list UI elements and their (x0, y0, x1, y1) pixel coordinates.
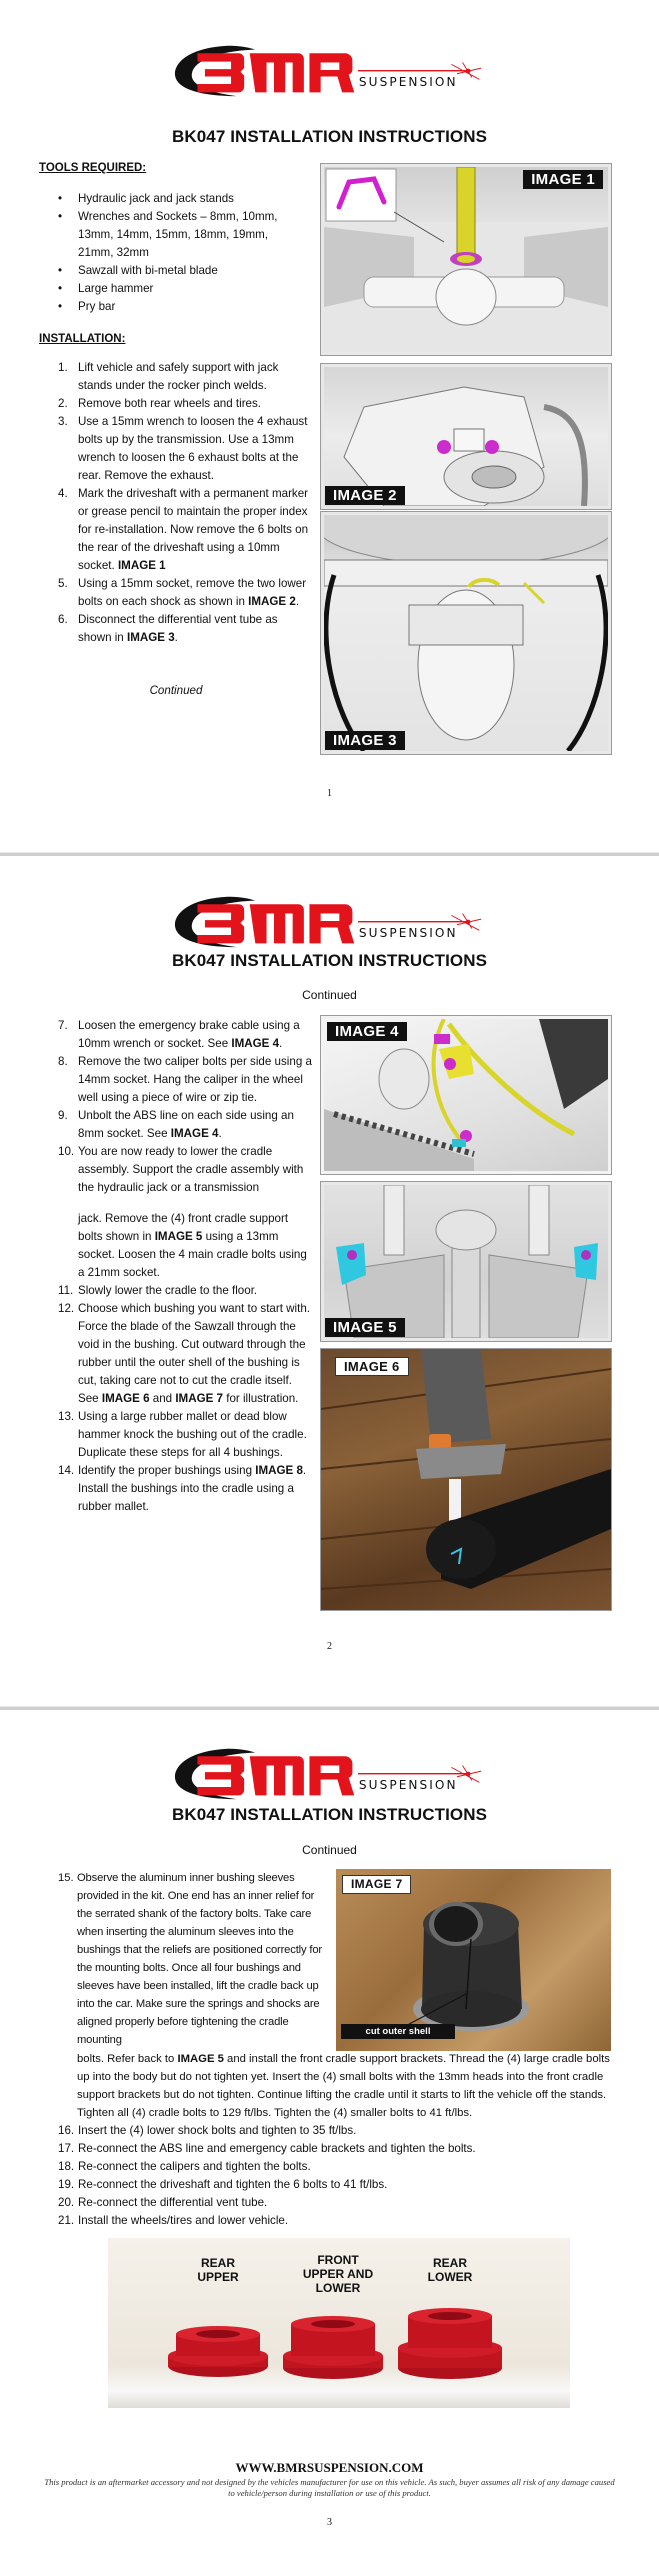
step-text: Re-connect the calipers and tighten the bolts. (78, 2160, 311, 2173)
step-text: Lift vehicle and safely support with jack stands under the rocker pinch welds. (78, 361, 279, 392)
step-number: 19. (58, 2178, 75, 2191)
step-item (40, 2158, 630, 2176)
step-10-continuation (78, 1210, 312, 1282)
page-separator (0, 852, 659, 856)
step-text: Using a large rubber mallet or dead blow hammer knock the bushing out of the cradle. Duplicate these steps for all 4 bushings. (78, 1410, 307, 1459)
step-item (40, 611, 312, 647)
step-item (40, 359, 312, 395)
step-text: Insert the (4) lower shock bolts and tighten to 35 ft/lbs. (78, 2124, 357, 2137)
image-5-label: IMAGE 5 (325, 1318, 405, 1337)
tool-item: • Wrenches and Sockets – 8mm, 10mm, 13mm, 14mm, 15mm, 18mm, 19mm, 21mm, 32mm (40, 208, 305, 262)
step-item (40, 1462, 312, 1516)
step-item (40, 2212, 630, 2230)
bushing-label-front: FRONT UPPER AND LOWER (302, 2253, 374, 2295)
step-item (40, 1869, 330, 2049)
step-text: . Install the bushings into the cradle using a rubber mallet. (78, 1464, 307, 1513)
step-item (40, 575, 312, 611)
tools-list (40, 190, 305, 316)
step-number: 7. (58, 1019, 68, 1032)
step-item (40, 2176, 630, 2194)
step-number: 4. (58, 487, 68, 500)
image-6-figure (320, 1348, 612, 1611)
step-text: Unbolt the ABS line on each side using an 8mm socket. See (78, 1109, 294, 1140)
step-item (40, 485, 312, 575)
step-text: Remove the two caliper bolts per side using a 14mm socket. Hang the caliper in the wheel well using a piece of wire or zip tie. (78, 1055, 312, 1104)
image-ref: IMAGE 5 (177, 2053, 224, 2065)
image-2-label: IMAGE 2 (325, 486, 405, 505)
steps-list (40, 359, 312, 647)
driveshaft-illustration (324, 167, 608, 352)
footer-disclaimer: This product is an aftermarket accessory and not designed by the vehicles manufacturer for use on this vehicle. As such, buyer assumes all risk of any damage caused to vehicle/person during installation or use of this product. (44, 2477, 615, 2498)
tools-heading: TOOLS REQUIRED: (39, 162, 147, 174)
image-ref: IMAGE 5 (154, 1230, 203, 1243)
steps-list (40, 2122, 630, 2230)
step-15-continuation (77, 2050, 622, 2122)
step-text: jack. Remove the (4) front cradle support bolts shown in (78, 1212, 289, 1243)
image-ref: IMAGE 7 (175, 1392, 223, 1405)
step-text: . (279, 1037, 283, 1050)
step-number: 6. (58, 613, 68, 626)
step-text: using a 13mm socket. Loosen the 4 main cradle bolts using a 21mm socket. (78, 1230, 307, 1279)
continued-label: Continued (302, 1843, 357, 1857)
image-ref: IMAGE 3 (126, 631, 175, 644)
bmr-logo (165, 893, 495, 949)
image-ref: IMAGE 4 (170, 1127, 219, 1140)
step-text: Mark the driveshaft with a permanent marker or grease pencil to maintain the proper index for re-installation. Now remove the 6 bolts on the rear of the driveshaft using a 10mm socket. (78, 487, 309, 572)
image-4-figure (320, 1015, 612, 1175)
brake-cable-illustration (324, 1019, 608, 1171)
image-8-figure (108, 2238, 570, 2408)
continued-label: Continued (302, 988, 357, 1002)
image-ref: IMAGE 4 (231, 1037, 280, 1050)
image-6-label: IMAGE 6 (335, 1357, 409, 1376)
page-title: BK047 INSTALLATION INSTRUCTIONS (171, 951, 488, 970)
bushing-label-rear-lower: REAR LOWER (427, 2256, 473, 2284)
bmr-logo (165, 1745, 495, 1801)
step-number: 20. (58, 2196, 75, 2209)
differential-illustration (324, 515, 608, 751)
step-number: 9. (58, 1109, 68, 1122)
bushing-label-rear-upper: REAR UPPER (197, 2256, 239, 2284)
page-number: 1 (327, 788, 332, 799)
step-text: Remove both rear wheels and tires. (78, 397, 262, 410)
step-text: Slowly lower the cradle to the floor. (78, 1284, 258, 1297)
step-number: 1. (58, 361, 68, 374)
image-3-figure (320, 511, 612, 755)
tool-item: • Pry bar (40, 298, 305, 316)
step-number: 2. (58, 397, 68, 410)
image-ref: IMAGE 6 (101, 1392, 150, 1405)
page-separator (0, 1706, 659, 1710)
image-ref: IMAGE 8 (255, 1464, 303, 1477)
step-text: Re-connect the ABS line and emergency cable brackets and tighten the bolts. (78, 2142, 476, 2155)
page-number: 3 (327, 2517, 332, 2528)
image-7-callout: cut outer shell (341, 2024, 455, 2039)
continued-label: Continued (149, 684, 203, 697)
step-number: 16. (58, 2124, 75, 2137)
image-4-label: IMAGE 4 (327, 1022, 407, 1041)
page-title: BK047 INSTALLATION INSTRUCTIONS (171, 127, 488, 146)
tool-item: • Large hammer (40, 280, 305, 298)
tool-item: • Sawzall with bi-metal blade (40, 262, 305, 280)
installation-heading: INSTALLATION: (39, 333, 126, 345)
footer-url[interactable]: WWW.BMRSUSPENSION.COM (235, 2460, 424, 2475)
image-2-figure (320, 363, 612, 510)
step-item (40, 1017, 312, 1053)
cradle-illustration (324, 1185, 608, 1338)
step-number: 10. (58, 1145, 75, 1158)
sawzall-photo (321, 1349, 611, 1610)
step-item (40, 1107, 312, 1143)
bmr-logo (165, 42, 495, 98)
step-item (40, 1300, 312, 1408)
image-7-figure (336, 1869, 611, 2051)
step-text: Using a 15mm socket, remove the two lower bolts on each shock as shown in (78, 577, 307, 608)
page-number: 2 (327, 1641, 332, 1652)
tool-item: • Hydraulic jack and jack stands (40, 190, 305, 208)
step-number: 13. (58, 1410, 75, 1423)
step-number: 18. (58, 2160, 75, 2173)
step-number: 3. (58, 415, 68, 428)
step-text: bolts. Refer back to (77, 2053, 178, 2065)
step-number: 8. (58, 1055, 68, 1068)
step-text: Identify the proper bushings using (78, 1464, 256, 1477)
step-number: 21. (58, 2214, 75, 2227)
image-ref: IMAGE 2 (248, 595, 296, 608)
page-title: BK047 INSTALLATION INSTRUCTIONS (171, 1805, 488, 1824)
step-text: for illustration. (223, 1392, 299, 1405)
step-text: Choose which bushing you want to start with. Force the blade of the Sawzall through the void in the bushing. Cut outward through the rubber until the outer shell of the bushing is cut, taking care not to cut the cradle itself. See (78, 1302, 310, 1405)
step-item (40, 1053, 312, 1107)
step-text: Re-connect the driveshaft and tighten the 6 bolts to 41 ft/lbs. (78, 2178, 388, 2191)
step-item (40, 2194, 630, 2212)
step-number: 14. (58, 1464, 75, 1477)
step-item (40, 1143, 312, 1197)
step-item (40, 413, 312, 485)
step-text: Use a 15mm wrench to loosen the 4 exhaust bolts up by the transmission. Use a 13mm wrench to loosen the 6 exhaust bolts at the rear. Remove the exhaust. (78, 415, 308, 482)
step-text: and (149, 1392, 176, 1405)
step-number: 5. (58, 577, 68, 590)
step-number: 17. (58, 2142, 75, 2155)
step-item (40, 1282, 312, 1300)
step-text: . (295, 595, 300, 608)
step-number: 11. (58, 1284, 74, 1297)
image-3-label: IMAGE 3 (325, 731, 405, 750)
step-item (40, 395, 312, 413)
steps-list (40, 1017, 312, 1197)
step-item (40, 2140, 630, 2158)
step-number: 15. (58, 1872, 74, 1884)
image-1-figure (320, 163, 612, 356)
step-text: Re-connect the differential vent tube. (78, 2196, 268, 2209)
step-text: . (174, 631, 178, 644)
step-item (40, 2122, 630, 2140)
step-text: Loosen the emergency brake cable using a 10mm wrench or socket. See (78, 1019, 300, 1050)
step-text: Disconnect the differential vent tube as shown in (78, 613, 278, 644)
step-text: . (218, 1127, 222, 1140)
step-item (40, 1408, 312, 1462)
step-text: Observe the aluminum inner bushing sleeves provided in the kit. One end has an inner relief for the serrated shank of the factory bolts. Take care when inserting the aluminum sleeves into the bushings that the reliefs are positioned correctly for the mounting bolts. Once all four bushings and sleeves have been installed, lift the cradle back up into the car. Make sure the springs and shocks are aligned properly before tightening the cradle mounting (77, 1872, 322, 2046)
image-1-label: IMAGE 1 (523, 170, 603, 189)
step-number: 12. (58, 1302, 75, 1315)
image-5-figure (320, 1181, 612, 1342)
image-7-label: IMAGE 7 (342, 1875, 411, 1894)
steps-list (40, 1282, 312, 1516)
step-text: You are now ready to lower the cradle assembly. Support the cradle assembly with the hydraulic jack or a transmission (78, 1145, 304, 1194)
image-ref: IMAGE 1 (117, 559, 166, 572)
step-text: and install the front cradle support brackets. Thread the (4) large cradle bolts up into the body but do not tighten yet. Insert the (4) small bolts with the 13mm heads into the front cradle support brackets but do not tighten. Continue lifting the cradle until it starts to lift the vehicle off the stands. Tighten all (4) cradle bolts to 129 ft/lbs. Tighten the (4) smaller bolts to 41 ft/lbs. (77, 2053, 610, 2119)
step-text: Install the wheels/tires and lower vehicle. (78, 2214, 289, 2227)
